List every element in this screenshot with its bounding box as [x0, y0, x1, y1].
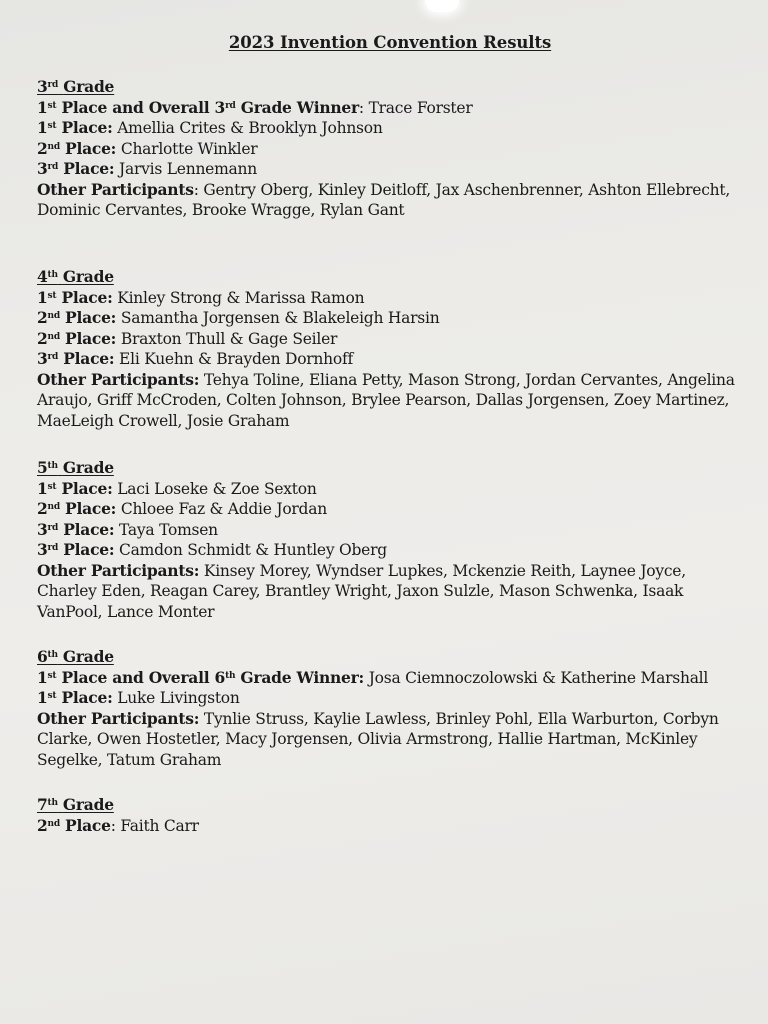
- result-line: 3rd Place: Jarvis Lennemann: [37, 159, 258, 178]
- grade-heading: 6th Grade: [37, 647, 114, 666]
- result-line: 2nd Place: Chloee Faz & Addie Jordan: [37, 499, 327, 518]
- section-6th-grade: [37, 647, 747, 770]
- grade-heading: 5th Grade: [37, 458, 114, 477]
- other-participants: Other Participants: Tehya Toline, Eliana Petty, Mason Strong, Jordan Cervantes, Angelina Araujo, Griff McCroden, Colten Johnson, Brylee Pearson, Dallas Jorgensen, Zoey Martinez, MaeLeigh Crowell, Josie Graham: [37, 369, 735, 430]
- result-line: 1st Place: Kinley Strong & Marissa Ramon: [37, 287, 365, 307]
- result-names: Braxton Thull & Gage Seiler: [120, 329, 338, 348]
- result-line: 1st Place and Overall 6th Grade Winner: Josa Ciemnoczolowski & Katherine Marshall: [37, 667, 709, 687]
- document-title: 2023 Invention Convention Results: [228, 33, 552, 52]
- participant-names: Gentry Oberg, Kinley Deitloff, Jax Aschenbrenner, Ashton Ellebrecht, Dominic Cervantes, Brooke Wragge, Rylan Gant: [37, 180, 731, 219]
- other-participants: Other Participants: Gentry Oberg, Kinley Deitloff, Jax Aschenbrenner, Ashton Ellebrecht, Dominic Cervantes, Brooke Wragge, Rylan Gant: [37, 179, 731, 219]
- result-line: 3rd Place: Camdon Schmidt & Huntley Oberg: [37, 540, 387, 559]
- other-participants: Other Participants: Kinsey Morey, Wyndser Lupkes, Mckenzie Reith, Laynee Joyce, Charley Eden, Reagan Carey, Brantley Wright, Jaxon Sulzle, Mason Schwenka, Isaak VanPool, Lance Monter: [37, 560, 686, 621]
- result-names: Josa Ciemnoczolowski & Katherine Marshall: [368, 668, 709, 687]
- other-participants: Other Participants: Tynlie Struss, Kaylie Lawless, Brinley Pohl, Ella Warburton, Corbyn Clarke, Owen Hostetler, Macy Jorgensen, Olivia Armstrong, Hallie Hartman, McKinley Segelke, Tatum Graham: [37, 708, 719, 769]
- result-names: Taya Tomsen: [119, 520, 218, 539]
- result-line: 3rd Place: Eli Kuehn & Brayden Dornhoff: [37, 349, 353, 368]
- result-names: Luke Livingston: [117, 689, 240, 707]
- result-line: 1st Place: Luke Livingston: [37, 688, 240, 707]
- result-names: Kinley Strong & Marissa Ramon: [117, 288, 365, 307]
- result-line: 1st Place: Amellia Crites & Brooklyn Johnson: [37, 118, 383, 137]
- grade-heading: 4th Grade: [37, 267, 114, 286]
- result-names: Eli Kuehn & Brayden Dornhoff: [119, 350, 353, 368]
- result-names: Laci Loseke & Zoe Sexton: [117, 479, 317, 498]
- section-4th-grade: [37, 267, 747, 431]
- result-names: Charlotte Winkler: [120, 139, 258, 158]
- light-glare: [425, 0, 459, 12]
- result-line: 2nd Place: Charlotte Winkler: [37, 138, 258, 158]
- result-line: 2nd Place: Samantha Jorgensen & Blakeleigh Harsin: [37, 308, 440, 327]
- result-names: Faith Carr: [120, 816, 199, 835]
- result-names: Jarvis Lennemann: [119, 160, 258, 178]
- result-names: Chloee Faz & Addie Jordan: [120, 500, 327, 518]
- result-line: 1st Place: Laci Loseke & Zoe Sexton: [37, 478, 317, 498]
- participant-names: Kinsey Morey, Wyndser Lupkes, Mckenzie Reith, Laynee Joyce, Charley Eden, Reagan Carey, Brantley Wright, Jaxon Sulzle, Mason Schwenka, Isaak VanPool, Lance Monter: [37, 561, 686, 621]
- participant-names: Tehya Toline, Eliana Petty, Mason Strong, Jordan Cervantes, Angelina Araujo, Griff McCroden, Colten Johnson, Brylee Pearson, Dallas Jorgensen, Zoey Martinez, MaeLeigh Crowell, Josie Graham: [37, 370, 735, 430]
- section-3rd-grade: [37, 77, 747, 221]
- result-names: Samantha Jorgensen & Blakeleigh Harsin: [120, 309, 440, 327]
- grade-heading: 7th Grade: [37, 795, 114, 814]
- result-line: 1st Place and Overall 3rd Grade Winner: Trace Forster: [37, 97, 473, 117]
- result-names: Amellia Crites & Brooklyn Johnson: [117, 119, 383, 137]
- result-line: 2nd Place: Faith Carr: [37, 815, 199, 835]
- result-line: 2nd Place: Braxton Thull & Gage Seiler: [37, 328, 338, 348]
- result-names: Camdon Schmidt & Huntley Oberg: [119, 541, 387, 559]
- grade-heading: 3rd Grade: [37, 77, 115, 96]
- result-line: 3rd Place: Taya Tomsen: [37, 519, 218, 539]
- participant-names: Tynlie Struss, Kaylie Lawless, Brinley Pohl, Ella Warburton, Corbyn Clarke, Owen Hostetler, Macy Jorgensen, Olivia Armstrong, Hallie Hartman, McKinley Segelke, Tatum Graham: [37, 709, 719, 769]
- section-5th-grade: [37, 458, 747, 622]
- result-names: Trace Forster: [368, 98, 473, 117]
- section-7th-grade: [37, 795, 747, 836]
